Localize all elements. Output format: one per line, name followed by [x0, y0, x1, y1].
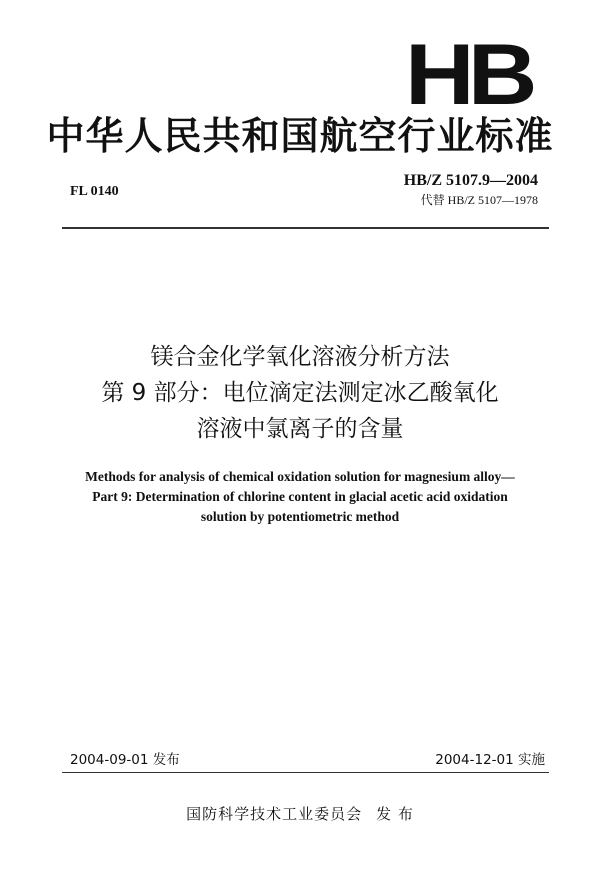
issuer-action: 发 布	[376, 805, 414, 823]
standard-number	[404, 172, 538, 190]
issue-date: 2004-09-01 发布	[70, 752, 180, 768]
header-divider	[62, 227, 549, 229]
english-title-line-3: solution by potentiometric method	[200, 509, 400, 524]
hb-logo: HB	[405, 27, 531, 123]
english-title-line-1: Methods for analysis of chemical oxidation solution for magnesium alloy—	[85, 469, 515, 484]
issuer-line	[0, 803, 600, 824]
footer-divider	[62, 772, 549, 773]
standard-number-text: HB/Z 5107.9—2004	[403, 172, 538, 189]
english-title-line-2: Part 9: Determination of chlorine content in glacial acetic acid oxidation	[92, 489, 508, 504]
replaces-note: 代替 HB/Z 5107—1978	[420, 193, 538, 207]
standard-title: 中华人民共和国航空行业标准	[46, 114, 554, 158]
ics-code: FL 0140	[70, 184, 119, 199]
effective-date: 2004-12-01 实施	[435, 752, 545, 768]
chinese-title-line-3: 溶液中氯离子的含量	[196, 416, 404, 442]
chinese-title-line-1: 镁合金化学氧化溶液分析方法	[150, 344, 450, 370]
chinese-title-line-2: 第 9 部分：电位滴定法测定冰乙酸氧化	[101, 380, 499, 406]
chinese-title	[0, 339, 600, 447]
english-title	[0, 467, 600, 527]
issuer-name: 国防科学技术工业委员会	[186, 805, 363, 823]
